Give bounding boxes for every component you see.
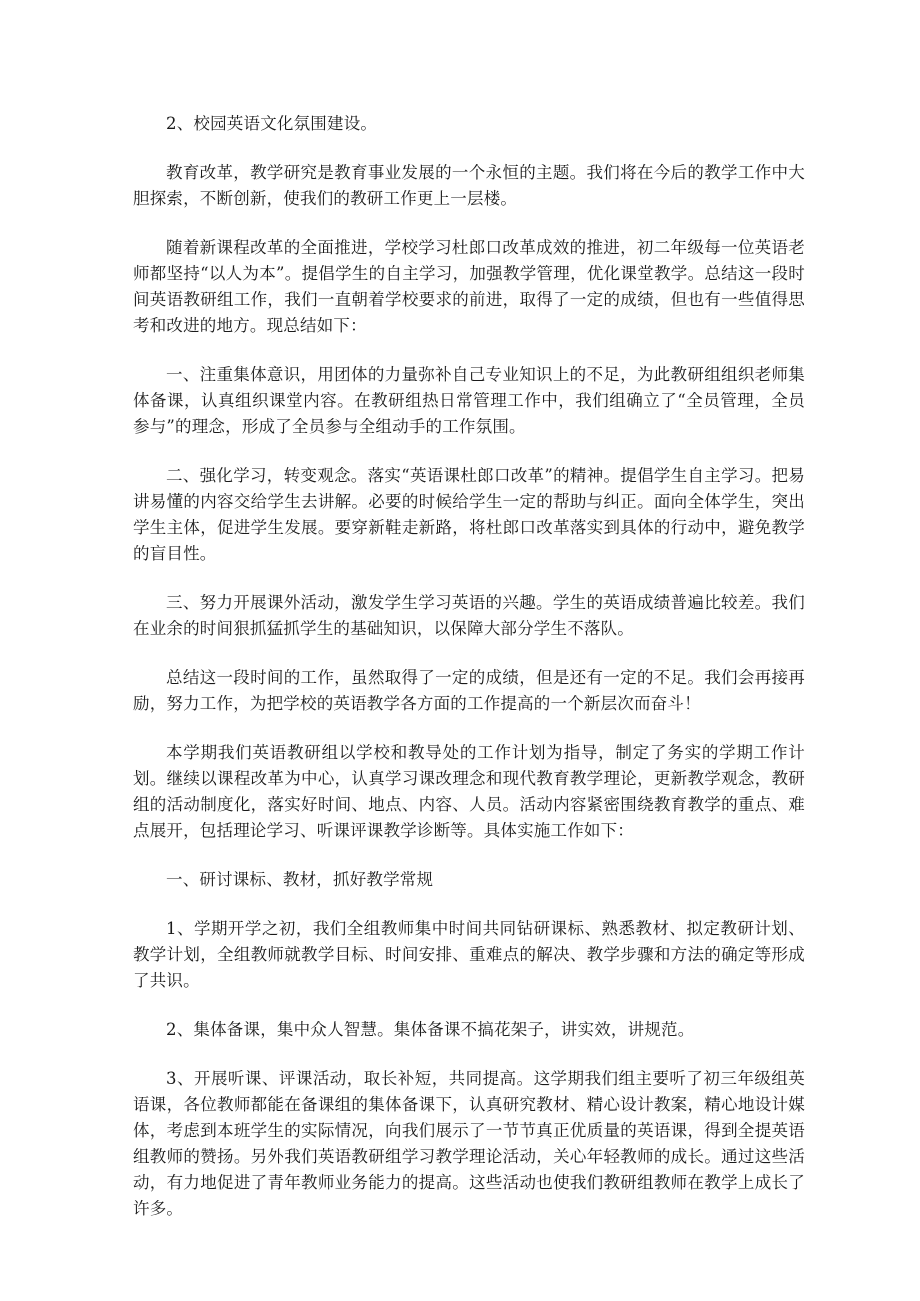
paragraph-reform-theme: 教育改革，教学研究是教育事业发展的一个永恒的主题。我们将在今后的教学工作中大胆探索，不断创新，使我们的教研工作更上一层楼。 xyxy=(133,163,805,208)
paragraph-item-3: 3、开展听课、评课活动，取长补短，共同提高。这学期我们组主要听了初三年级组英语课，各位教师都能在备课组的集体备课下，认真研究教材、精心设计教案，精心地设计媒体，考虑到本班学生的实际情况，向我们展示了一节节真正优质量的英语课，得到全提英语组教师的赞扬。另外我们英语教研组学习教学理论活动，关心年轻教师的成长。通过这些活动，有力地促进了青年教师业务能力的提高。这些活动也使我们教研组教师在教学上成长了许多。 xyxy=(133,1069,805,1218)
paragraph-semester-plan: 本学期我们英语教研组以学校和教导处的工作计划为指导，制定了务实的学期工作计划。继续以课程改革为中心，认真学习课改理念和现代教育教学理论，更新教学观念，教研组的活动制度化，落实好时间、地点、内容、人员。活动内容紧密围绕教育教学的重点、难点展开，包括理论学习、听课评课教学诊断等。具体实施工作如下： xyxy=(133,743,805,840)
paragraph-summary-intro: 随着新课程改革的全面推进，学校学习杜郎口改革成效的推进，初二年级每一位英语老师都坚持“以人为本”。提倡学生的自主学习，加强教学管理，优化课堂教学。总结这一段时间英语教研组工作，我们一直朝着学校要求的前进，取得了一定的成绩，但也有一些值得思考和改进的地方。现总结如下： xyxy=(133,238,805,335)
document-body xyxy=(133,111,805,1245)
paragraph-section-1-heading: 一、研讨课标、教材，抓好教学常规 xyxy=(166,870,434,889)
paragraph-item-2: 2、集体备课，集中众人智慧。集体备课不搞花架子，讲实效，讲规范。 xyxy=(166,1020,695,1039)
paragraph-conclusion: 总结这一段时间的工作，虽然取得了一定的成绩，但是还有一定的不足。我们会再接再励，努力工作，为把学校的英语教学各方面的工作提高的一个新层次而奋斗！ xyxy=(133,668,805,713)
paragraph-section-2-heading: 2、校园英语文化氛围建设。 xyxy=(166,114,378,133)
paragraph-point-2: 二、强化学习，转变观念。落实“英语课杜郎口改革”的精神。提倡学生自主学习。把易讲易懂的内容交给学生去讲解。必要的时候给学生一定的帮助与纠正。面向全体学生，突出学生主体，促进学生发展。要穿新鞋走新路，将杜郎口改革落实到具体的行动中，避免教学的盲目性。 xyxy=(133,466,805,563)
paragraph-point-3: 三、努力开展课外活动，激发学生学习英语的兴趣。学生的英语成绩普遍比较差。我们在业余的时间狠抓猛抓学生的基础知识，以保障大部分学生不落队。 xyxy=(133,593,805,638)
paragraph-item-1: 1、学期开学之初，我们全组教师集中时间共同钻研课标、熟悉教材、拟定教研计划、教学计划，全组教师就教学目标、时间安排、重难点的解决、教学步骤和方法的确定等形成了共识。 xyxy=(133,919,805,990)
paragraph-point-1: 一、注重集体意识，用团体的力量弥补自己专业知识上的不足，为此教研组组织老师集体备课，认真组织课堂内容。在教研组热日常管理工作中，我们组确立了“全员管理，全员参与”的理念，形成了全员参与全组动手的工作氛围。 xyxy=(133,365,805,436)
